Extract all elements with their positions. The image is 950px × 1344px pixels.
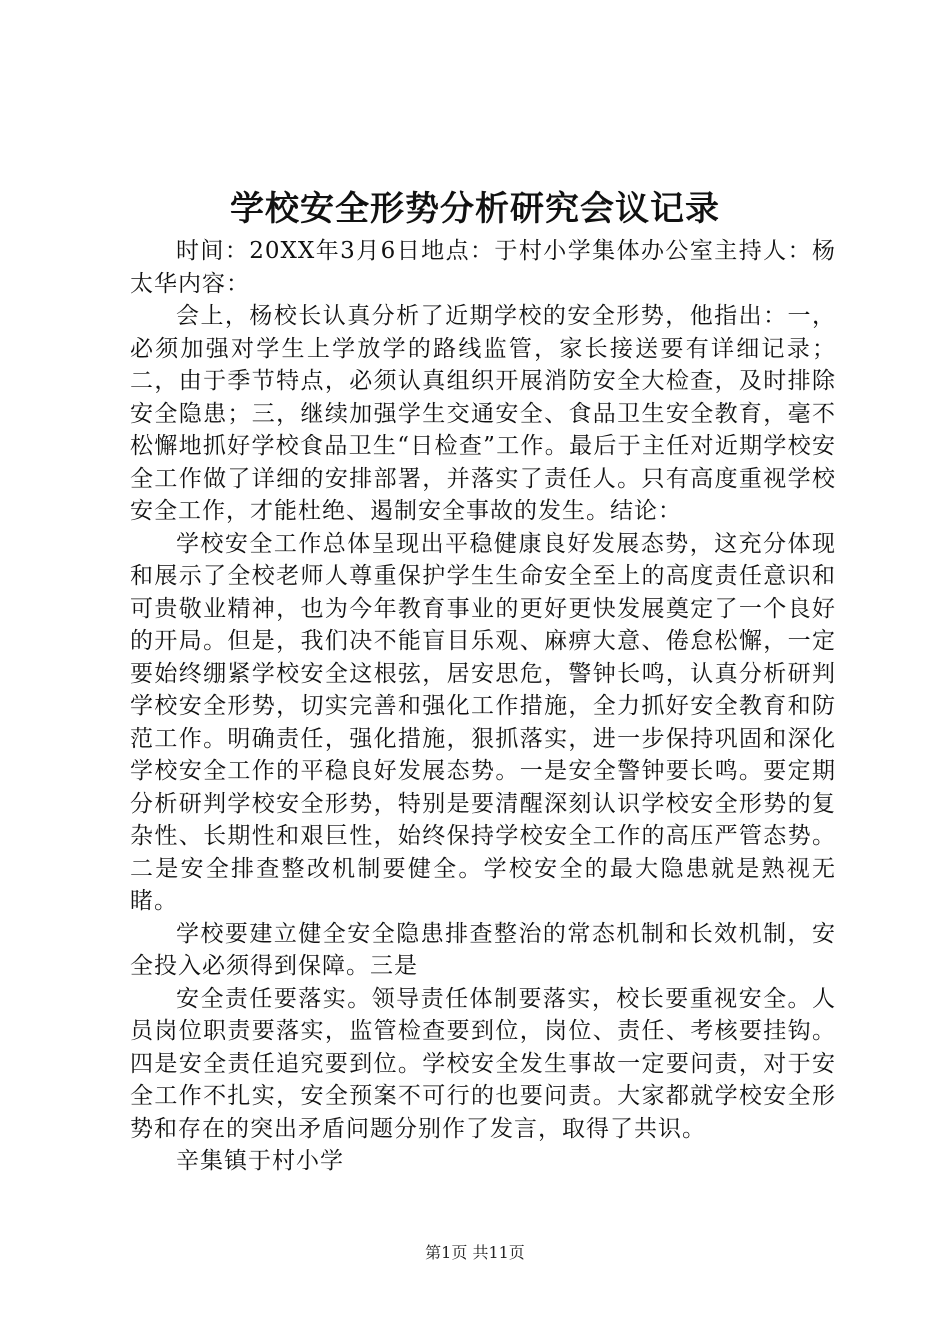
signature-paragraph: 辛集镇于村小学 (176, 1148, 344, 1174)
document-body (130, 235, 836, 1178)
meeting-info-paragraph: 时间：20XX年3月6日地点：于村小学集体办公室主持人：杨太华内容： (130, 238, 836, 297)
conclusion-paragraph: 学校安全工作总体呈现出平稳健康良好发展态势，这充分体现和展示了全校老师人尊重保护学生生命安全至上的高度责任意识和可贵敬业精神，也为今年教育事业的更好更快发展奠定了一个良好的开局。但是，我们决不能盲目乐观、麻痹大意、倦怠松懈，一定要始终绷紧学校安全这根弦，居安思危，警钟长鸣，认真分析研判学校安全形势，切实完善和强化工作措施，全力抓好安全教育和防范工作。明确责任，强化措施，狠抓落实，进一步保持巩固和深化学校安全工作的平稳良好发展态势。一是安全警钟要长鸣。要定期分析研判学校安全形势，特别是要清醒深刻认识学校安全形势的复杂性、长期性和艰巨性，始终保持学校安全工作的高压严管态势。二是安全排查整改机制要健全。学校安全的最大隐患就是熟视无睹。 (130, 530, 836, 914)
page-number-footer: 第1页 共11页 (425, 1243, 525, 1262)
meeting-content-paragraph: 会上，杨校长认真分析了近期学校的安全形势，他指出：一，必须加强对学生上学放学的路线监管，家长接送要有详细记录；二，由于季节特点，必须认真组织开展消防安全大检查，及时排除安全隐患；三，继续加强学生交通安全、食品卫生安全教育，毫不松懈地抓好学校食品卫生“日检查”工作。最后于主任对近期学校安全工作做了详细的安排部署，并落实了责任人。只有高度重视学校安全工作，才能杜绝、遏制安全事故的发生。结论： (130, 303, 836, 524)
investment-paragraph: 学校要建立健全安全隐患排查整治的常态机制和长效机制，安全投入必须得到保障。三是 (130, 920, 836, 979)
responsibility-paragraph: 安全责任要落实。领导责任体制要落实，校长要重视安全。人员岗位职责要落实，监管检查要到位，岗位、责任、考核要挂钩。四是安全责任追究要到位。学校安全发生事故一定要问责，对于安全工作不扎实，安全预案不可行的也要问责。大家都就学校安全形势和存在的突出矛盾问题分别作了发言，取得了共识。 (130, 985, 836, 1142)
document-title: 学校安全形势分析研究会议记录 (230, 189, 720, 229)
